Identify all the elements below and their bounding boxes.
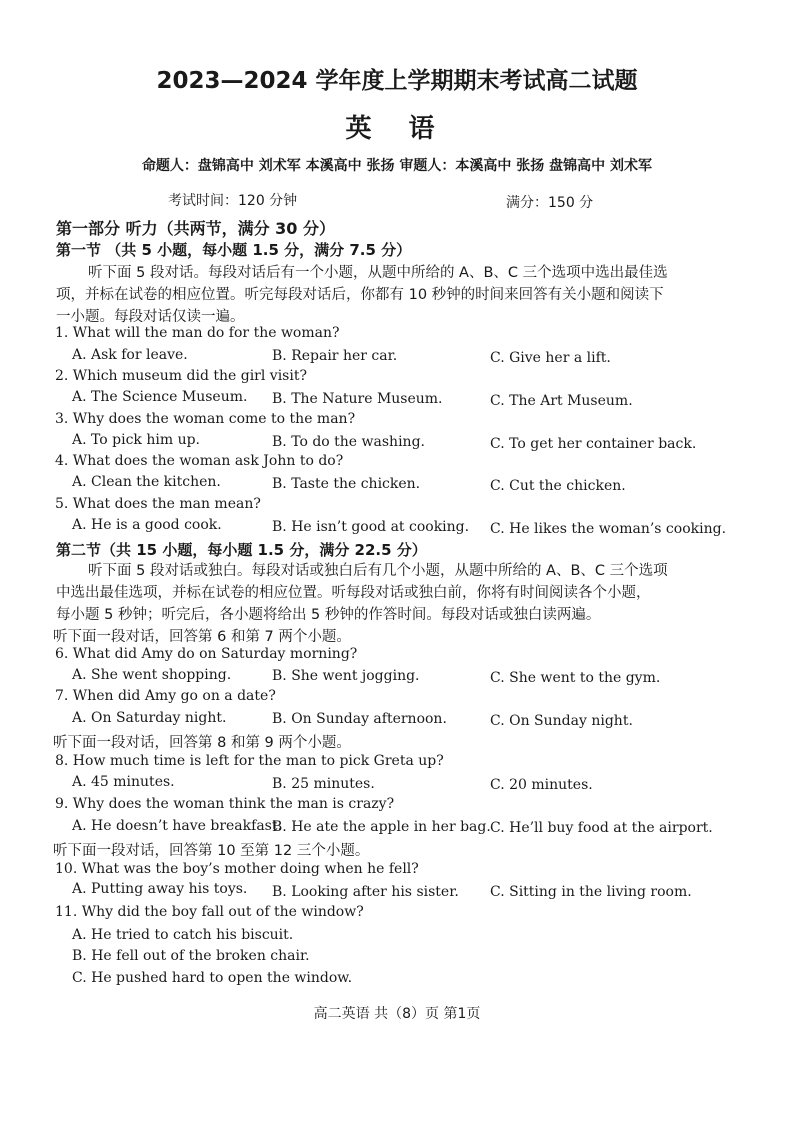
question-11: 11. Why did the boy fall out of the window?	[55, 904, 364, 920]
section1-title: 第一节 （共 5 小题，每小题 1.5 分，满分 7.5 分）	[56, 241, 412, 259]
q10-option-b: B. Looking after his sister.	[272, 884, 459, 900]
section1-instructions: 听下面 5 段对话。每段对话后有一个小题，从题中所给的 A、B、C 三个选项中选出最佳选 项，并标在试卷的相应位置。听完每段对话后，你都有 10 秒钟的时间来回答有关小题和阅读下 一小题。每段对话仅读一遍。	[56, 265, 668, 325]
q11-option-c: C. He pushed hard to open the window.	[72, 970, 353, 986]
question-2: 2. Which museum did the girl visit?	[55, 368, 307, 384]
page-footer: 高二英语 共（8）页 第1页	[313, 1006, 481, 1022]
question-3: 3. Why does the woman come to the man?	[55, 411, 356, 427]
q1-option-a: A. Ask for leave.	[72, 347, 188, 363]
listening-note-8-9: 听下面一段对话，回答第 8 和第 9 两个小题。	[53, 735, 351, 751]
question-8: 8. How much time is left for the man to pick Greta up?	[55, 753, 444, 769]
q9-option-b: B. He ate the apple in her bag.	[272, 819, 491, 835]
q4-option-c: C. Cut the chicken.	[490, 478, 626, 494]
q3-option-b: B. To do the washing.	[272, 434, 425, 450]
q1-option-c: C. Give her a lift.	[490, 350, 611, 366]
q5-option-b: B. He isn’t good at cooking.	[272, 519, 470, 535]
q9-option-c: C. He’ll buy food at the airport.	[490, 820, 713, 836]
q3-option-c: C. To get her container back.	[490, 436, 697, 452]
subject-title: 英 语	[345, 114, 449, 144]
exam-time: 考试时间：120 分钟	[168, 193, 298, 209]
question-5: 5. What does the man mean?	[55, 496, 261, 512]
q2-option-c: C. The Art Museum.	[490, 393, 633, 409]
question-9: 9. Why does the woman think the man is crazy?	[55, 796, 395, 812]
q2-option-b: B. The Nature Museum.	[272, 391, 443, 407]
listening-note-6-7: 听下面一段对话，回答第 6 和第 7 两个小题。	[53, 629, 351, 645]
q1-option-b: B. Repair her car.	[272, 348, 398, 364]
q8-option-a: A. 45 minutes.	[72, 774, 175, 790]
question-4: 4. What does the woman ask John to do?	[55, 453, 344, 469]
question-6: 6. What did Amy do on Saturday morning?	[55, 646, 358, 662]
section2-instructions: 听下面 5 段对话或独白。每段对话或独白后有几个小题，从题中所给的 A、B、C 三个选项 中选出最佳选项，并标在试卷的相应位置。听每段对话或独白前，你将有时间阅读各个小题， 每小题 5 秒钟；听完后，各小题将给出 5 秒钟的作答时间。每段对话或独白读两遍。	[56, 563, 668, 623]
authors-line: 命题人：盘锦高中 刘术军 本溪高中 张扬 审题人：本溪高中 张扬 盘锦高中 刘术军	[141, 158, 653, 174]
question-7: 7. When did Amy go on a date?	[55, 688, 276, 704]
q4-option-a: A. Clean the kitchen.	[72, 474, 221, 490]
full-score: 满分：150 分	[506, 195, 594, 211]
q8-option-c: C. 20 minutes.	[490, 777, 593, 793]
q7-option-b: B. On Sunday afternoon.	[272, 711, 447, 727]
q10-option-c: C. Sitting in the living room.	[490, 884, 692, 900]
question-10: 10. What was the boy’s mother doing when he fell?	[55, 861, 419, 877]
part1-title: 第一部分 听力（共两节，满分 30 分）	[56, 219, 335, 238]
q3-option-a: A. To pick him up.	[72, 432, 201, 448]
question-1: 1. What will the man do for the woman?	[55, 325, 340, 341]
q11-option-b: B. He fell out of the broken chair.	[72, 948, 310, 964]
q8-option-b: B. 25 minutes.	[272, 776, 375, 792]
q6-option-a: A. She went shopping.	[72, 667, 232, 683]
q10-option-a: A. Putting away his toys.	[72, 881, 248, 897]
section2-title: 第二节（共 15 小题，每小题 1.5 分，满分 22.5 分）	[56, 541, 427, 559]
listening-note-10-12: 听下面一段对话，回答第 10 至第 12 三个小题。	[53, 843, 370, 859]
q5-option-c: C. He likes the woman’s cooking.	[490, 521, 727, 537]
q2-option-a: A. The Science Museum.	[72, 389, 248, 405]
q9-option-a: A. He doesn’t have breakfast.	[72, 818, 282, 834]
q7-option-c: C. On Sunday night.	[490, 713, 633, 729]
q4-option-b: B. Taste the chicken.	[272, 476, 421, 492]
q5-option-a: A. He is a good cook.	[72, 517, 222, 533]
q7-option-a: A. On Saturday night.	[72, 710, 227, 726]
q6-option-c: C. She went to the gym.	[490, 670, 661, 686]
q11-option-a: A. He tried to catch his biscuit.	[72, 927, 294, 943]
exam-title: 2023—2024 学年度上学期期末考试高二试题	[156, 68, 638, 94]
q6-option-b: B. She went jogging.	[272, 668, 420, 684]
